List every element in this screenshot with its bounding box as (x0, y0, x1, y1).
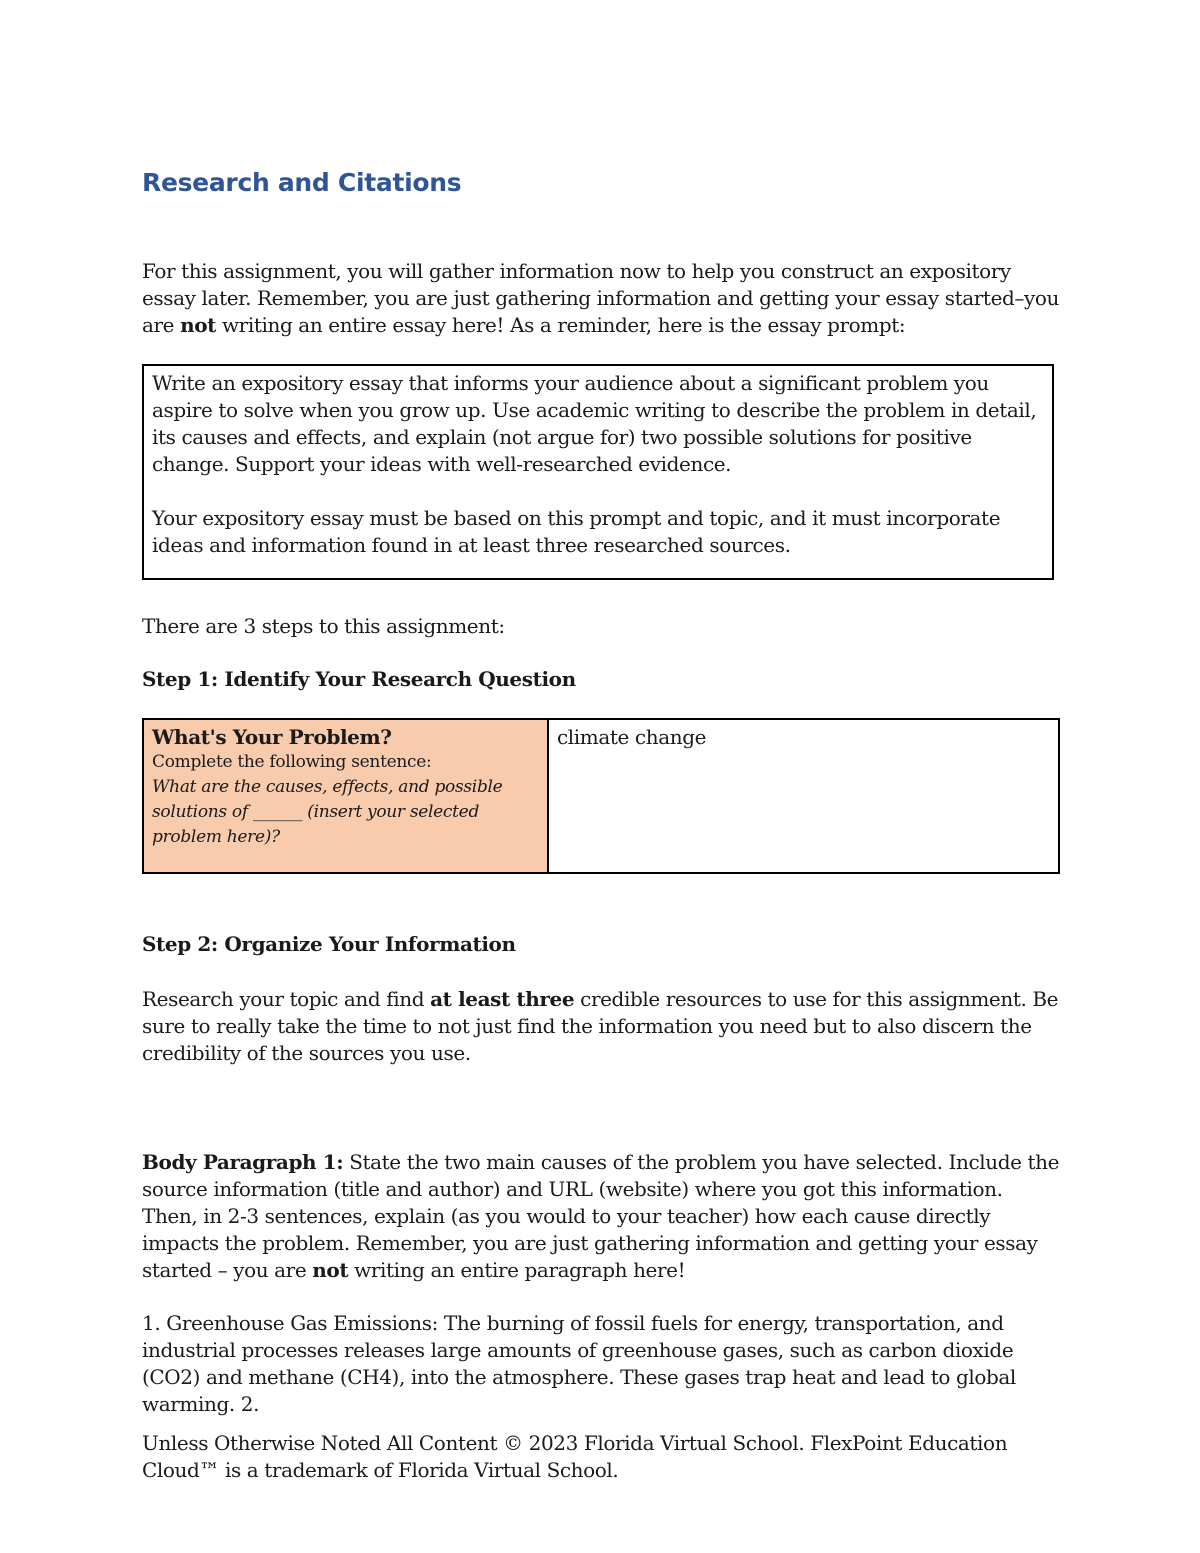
body-paragraph-1-label: Body Paragraph 1: (142, 1150, 344, 1174)
problem-table (142, 718, 1060, 874)
problem-question-cell (144, 720, 549, 872)
research-paragraph (142, 986, 1062, 1067)
research-emphasis: at least three (430, 987, 575, 1011)
problem-question: What are the causes, effects, and possible solutions of ______ (insert your selected problem here)? (152, 777, 503, 847)
essay-prompt-box (142, 364, 1054, 580)
page-title: Research and Citations (142, 168, 462, 197)
problem-box-title: What's Your Problem? (152, 725, 392, 749)
prompt-paragraph-1: Write an expository essay that informs your audience about a significant problem you aspire to solve when you grow up. Use academic writing to describe the problem in detail, its causes and effects, and explain (not argue for) two possible solutions for positive change. Support your ideas with well-researched evidence. (152, 371, 1037, 476)
research-text-2: credible resources to use for this assignment. Be sure to really take the time to not just find the information you need but to also discern the credibility of the sources you use. (142, 987, 1059, 1065)
research-text-1: Research your topic and find (142, 987, 431, 1011)
body-paragraph-1-text-1: State the two main causes of the problem you have selected. Include the source information (title and author) and URL (website) where you got this information. Then, in 2-3 sentences, explain (as you would to your teacher) how each cause directly impacts the problem. Remember, you are just gathering information and getting your essay started – you are (142, 1150, 1060, 1282)
intro-paragraph (142, 258, 1062, 339)
step1-heading: Step 1: Identify Your Research Question (142, 667, 576, 691)
body-paragraph-1-instructions (142, 1149, 1062, 1284)
body-paragraph-1-answer[interactable]: 1. Greenhouse Gas Emissions: The burning of fossil fuels for energy, transportation, and industrial processes releases large amounts of greenhouse gases, such as carbon dioxide (CO2) and methane (CH4), into the atmosphere. These gases trap heat and lead to global warming. 2. (142, 1311, 1016, 1416)
body-paragraph-1-text-2: writing an entire paragraph here! (348, 1258, 686, 1282)
copyright-footer: Unless Otherwise Noted All Content © 2023 Florida Virtual School. FlexPoint Education Cloud™ is a trademark of Florida Virtual School. (142, 1431, 1008, 1482)
problem-instruction: Complete the following sentence: (152, 752, 432, 772)
problem-answer-cell[interactable]: climate change (557, 725, 707, 749)
step2-heading: Step 2: Organize Your Information (142, 932, 516, 956)
body-paragraph-1-emphasis: not (312, 1258, 349, 1282)
intro-text-1: For this assignment, you will gather information now to help you construct an expository essay later. Remember, you are just gathering information and getting your essay started–you are (142, 259, 1060, 337)
intro-text-2: writing an entire essay here! As a reminder, here is the essay prompt: (216, 313, 906, 337)
intro-emphasis: not (180, 313, 216, 337)
steps-intro: There are 3 steps to this assignment: (142, 614, 505, 638)
prompt-paragraph-2: Your expository essay must be based on this prompt and topic, and it must incorporate ideas and information found in at least three researched sources. (152, 506, 1001, 557)
